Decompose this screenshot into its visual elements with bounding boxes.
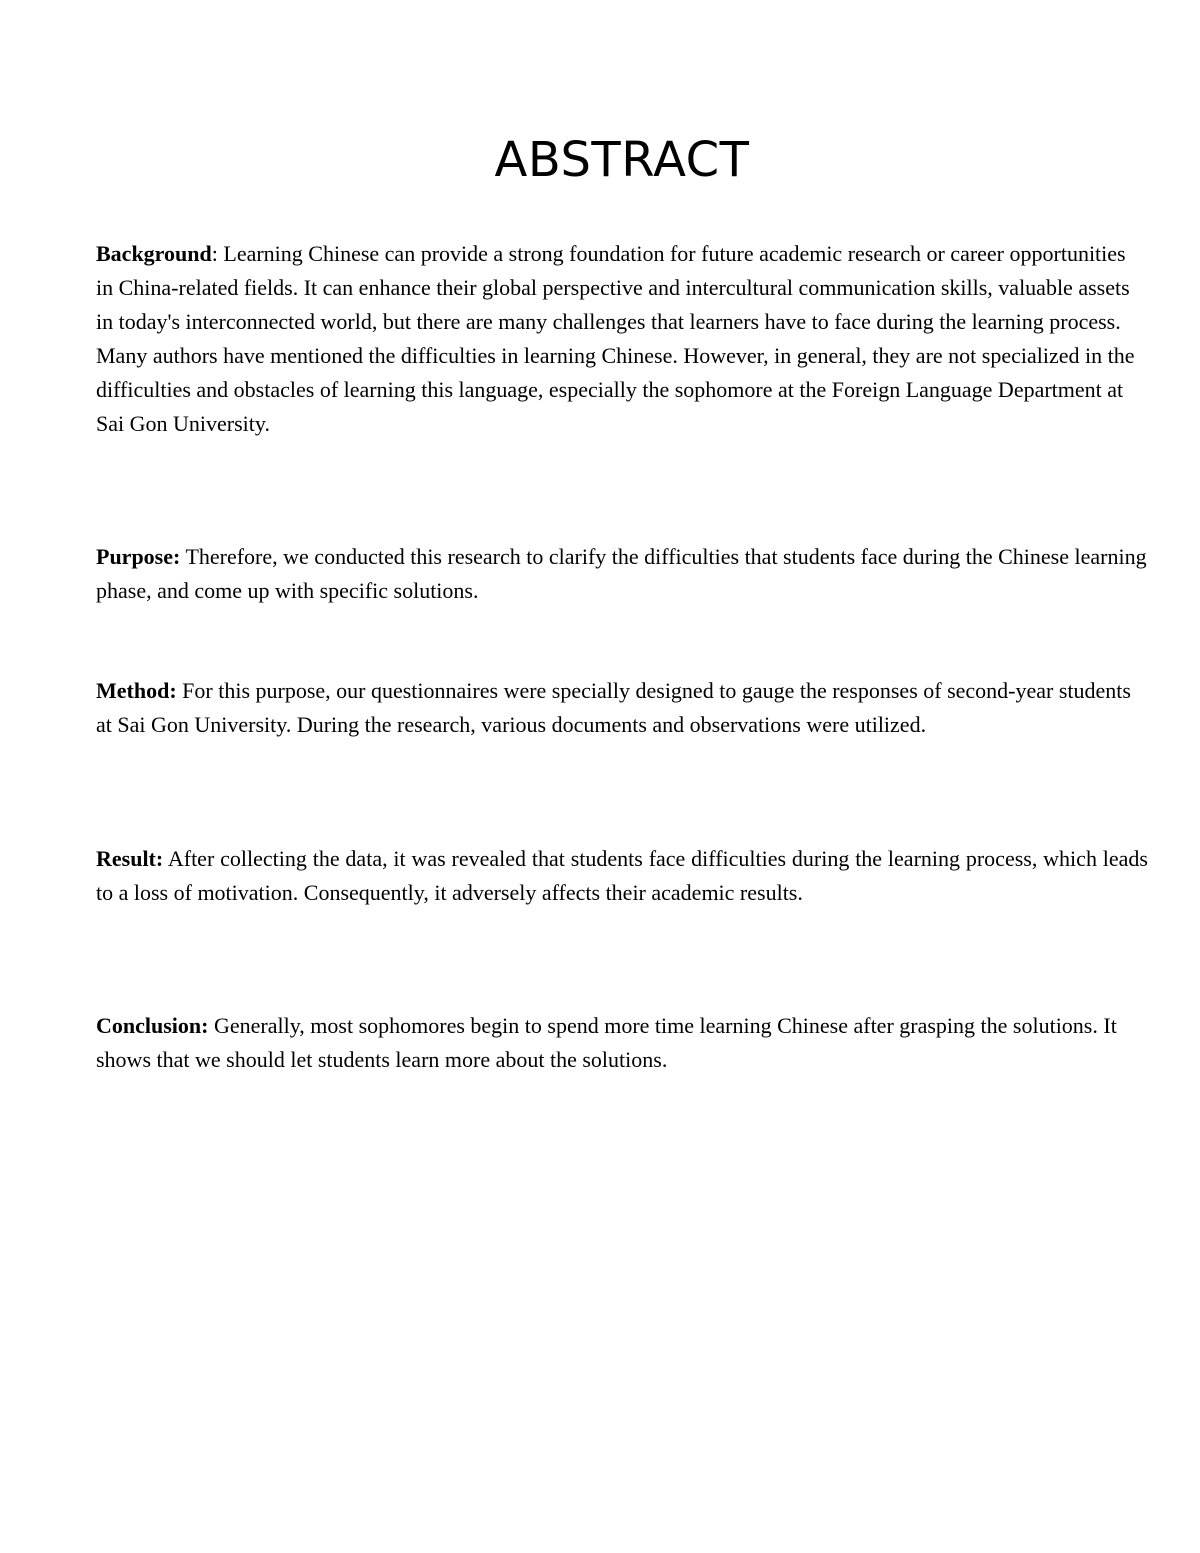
- conclusion-paragraph: [96, 1009, 1148, 1077]
- background-text: Learning Chinese can provide a strong foundation for future academic research or career opportunities in China-related fields. It can enhance their global perspective and intercultural communication skills, valuable assets in today's interconnected world, but there are many challenges that learners have to face during the learning process. Many authors have mentioned the difficulties in learning Chinese. However, in general, they are not specialized in the difficulties and obstacles of learning this language, especially the sophomore at the Foreign Language Department at Sai Gon University.: [96, 241, 1135, 436]
- background-paragraph: [96, 237, 1148, 441]
- method-text: For this purpose, our questionnaires were specially designed to gauge the responses of second-year students at Sai Gon University. During the research, various documents and observations were utilized.: [96, 678, 1131, 737]
- background-label: Background: [96, 241, 212, 266]
- background-separator: :: [211, 241, 224, 266]
- method-paragraph: [96, 674, 1148, 742]
- method-label: Method:: [96, 678, 177, 703]
- purpose-text: Therefore, we conducted this research to clarify the difficulties that students face during the Chinese learning phase, and come up with specific solutions.: [96, 544, 1147, 603]
- page-title: ABSTRACT: [494, 132, 750, 188]
- conclusion-label: Conclusion:: [96, 1013, 209, 1038]
- conclusion-text: Generally, most sophomores begin to spend more time learning Chinese after grasping the solutions. It shows that we should let students learn more about the solutions.: [96, 1013, 1117, 1072]
- result-paragraph: [96, 842, 1148, 910]
- purpose-paragraph: [96, 540, 1148, 608]
- result-text: After collecting the data, it was revealed that students face difficulties during the learning process, which leads to a loss of motivation. Consequently, it adversely affects their academic results.: [96, 846, 1148, 905]
- result-label: Result:: [96, 846, 164, 871]
- purpose-label: Purpose:: [96, 544, 181, 569]
